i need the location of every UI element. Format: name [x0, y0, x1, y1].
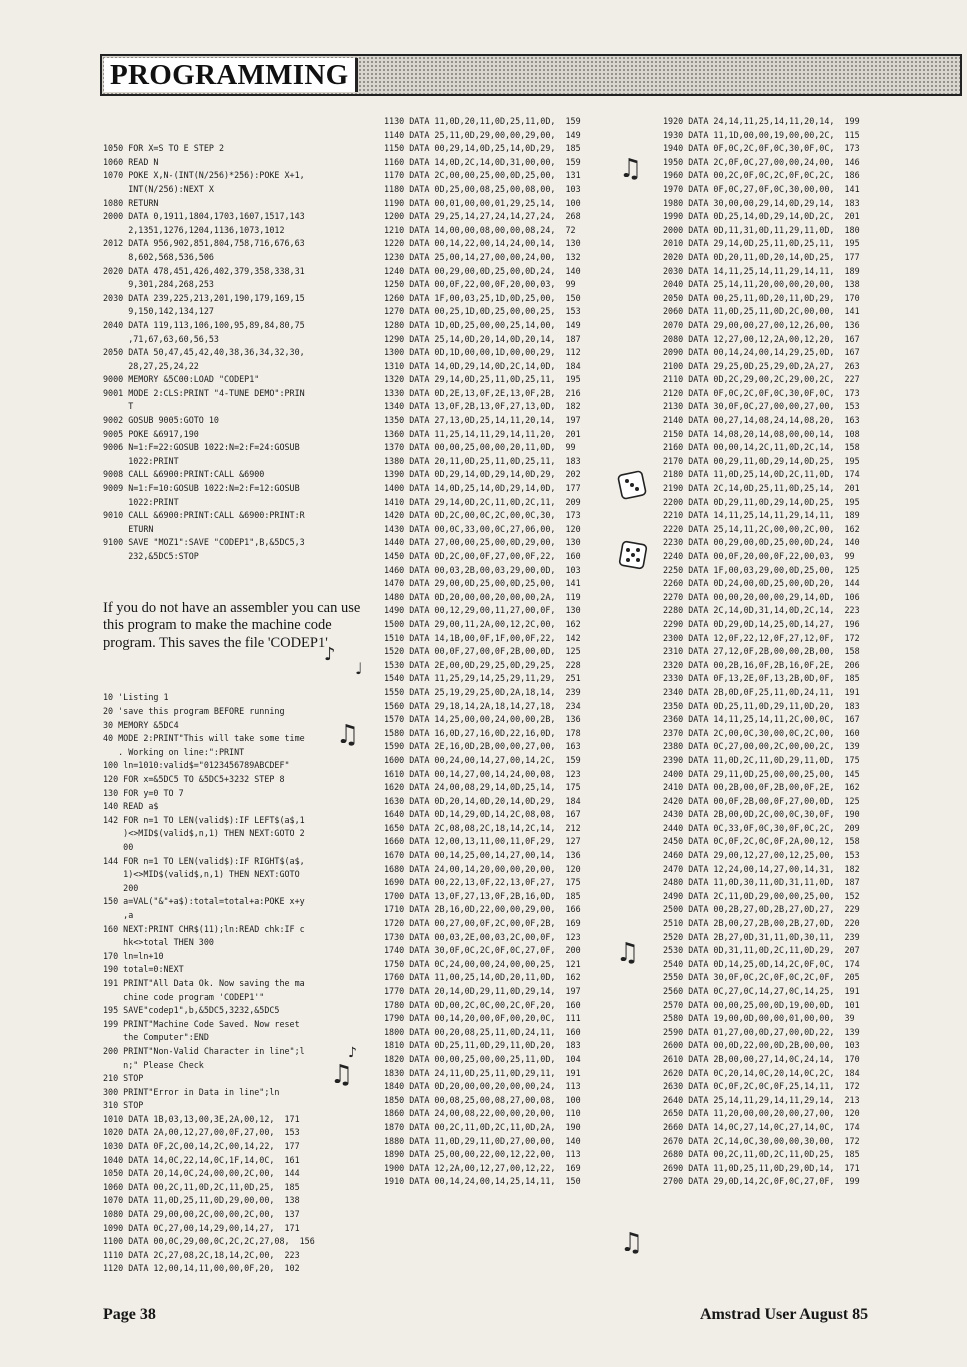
- music-note-icon: ♫: [330, 1060, 354, 1090]
- code-line: 160 NEXT:PRINT CHR$(11);ln:READ chk:IF c: [103, 923, 305, 934]
- music-note-icon: ♫: [620, 1228, 644, 1258]
- code-line: 2012 DATA 956,902,851,804,758,716,676,63: [103, 238, 305, 249]
- code-line: 2270 DATA 00,00,20,00,00,29,14,0D, 106: [663, 591, 860, 602]
- code-line: 2,1351,1276,1204,1136,1073,1012: [103, 224, 285, 235]
- code-line: 2630 DATA 0C,0F,2C,0C,0F,25,14,11, 172: [663, 1081, 860, 1092]
- code-line: 1970 DATA 0F,0C,27,0F,0C,30,00,00, 141: [663, 183, 860, 194]
- code-line: 1810 DATA 0D,25,11,0D,29,11,0D,20, 183: [384, 1040, 581, 1051]
- code-line: 2200 DATA 0D,29,11,0D,29,14,0D,25, 195: [663, 496, 860, 507]
- code-line: 1710 DATA 2B,16,0D,22,00,00,29,00, 166: [384, 904, 581, 915]
- code-line: ,a: [103, 909, 134, 920]
- code-line: 2670 DATA 2C,14,0C,30,00,00,30,00, 172: [663, 1135, 860, 1146]
- code-line: 2340 DATA 2B,0D,0F,25,11,0D,24,11, 191: [663, 686, 860, 697]
- code-line: 1790 DATA 00,14,20,00,0F,00,20,0C, 111: [384, 1013, 581, 1024]
- code-line: 1850 DATA 00,08,25,00,08,27,00,08, 100: [384, 1094, 581, 1105]
- code-line: 2690 DATA 11,0D,25,11,0D,29,0D,14, 171: [663, 1162, 860, 1173]
- code-line: 9002 GOSUB 9005:GOTO 10: [103, 415, 219, 426]
- code-line: 1880 DATA 11,0D,29,11,0D,27,00,00, 140: [384, 1135, 581, 1146]
- code-line: 142 FOR n=1 TO LEN(valid$):IF LEFT$(a$,1: [103, 814, 305, 825]
- dice-icon: [617, 470, 647, 500]
- code-line: hk<>total THEN 300: [103, 937, 214, 948]
- code-line: 1730 DATA 00,03,2E,00,03,2C,00,0F, 123: [384, 931, 581, 942]
- code-line: 1760 DATA 11,00,25,14,0D,20,11,0D, 162: [384, 972, 581, 983]
- code-line: 2030 DATA 14,11,25,14,11,29,14,11, 189: [663, 265, 860, 276]
- code-line: 1010 DATA 1B,03,13,00,3E,2A,00,12, 171: [103, 1113, 300, 1124]
- code-line: 1620 DATA 24,00,08,29,14,0D,25,14, 175: [384, 782, 581, 793]
- code-line: 2190 DATA 2C,14,0D,25,11,0D,25,14, 201: [663, 483, 860, 494]
- code-line: 2370 DATA 2C,00,0C,30,00,0C,2C,00, 160: [663, 727, 860, 738]
- code-line: 1600 DATA 00,24,00,14,27,00,14,2C, 159: [384, 754, 581, 765]
- code-line: 2510 DATA 2B,00,27,2B,00,2B,27,0D, 220: [663, 918, 860, 929]
- code-line: ,71,67,63,60,56,53: [103, 333, 219, 344]
- code-line: 2210 DATA 14,11,25,14,11,29,14,11, 189: [663, 510, 860, 521]
- code-line: 200 PRINT"Non-Valid Character in line";l: [103, 1045, 305, 1056]
- music-note-icon: ♫: [336, 720, 360, 750]
- code-line: 2500 DATA 00,2B,27,0D,2B,27,0D,27, 229: [663, 904, 860, 915]
- code-line: 2600 DATA 00,0D,22,00,0D,2B,00,00, 103: [663, 1040, 860, 1051]
- code-line: 2240 DATA 00,0F,20,00,0F,22,00,03, 99: [663, 551, 855, 561]
- code-line: 300 PRINT"Error in Data in line";ln: [103, 1086, 280, 1097]
- code-line: 10 'Listing 1: [103, 692, 169, 703]
- code-line: 1340 DATA 13,0F,2B,13,0F,27,13,0D, 182: [384, 401, 581, 412]
- code-line: 1450 DATA 0D,2C,00,0F,27,00,0F,22, 160: [384, 551, 581, 561]
- code-line: 1700 DATA 13,0F,27,13,0F,2B,16,0D, 185: [384, 890, 581, 901]
- code-line: 9100 SAVE "MOZ1":SAVE "CODEP1",B,&5DC5,3: [103, 537, 305, 548]
- code-line: 2440 DATA 0C,33,0F,0C,30,0F,0C,2C, 209: [663, 822, 860, 833]
- section-header: [100, 54, 962, 96]
- code-line: 28,27,25,24,22: [103, 360, 199, 371]
- code-line: 1640 DATA 0D,14,29,0D,14,2C,08,08, 167: [384, 809, 581, 820]
- code-line: 2680 DATA 00,2C,11,0D,2C,11,0D,25, 185: [663, 1149, 860, 1160]
- code-line: 1950 DATA 2C,0F,0C,27,00,00,24,00, 146: [663, 156, 860, 167]
- code-line: 2420 DATA 00,0F,2B,00,0F,27,00,0D, 125: [663, 795, 860, 806]
- code-line: 9005 POKE &6917,190: [103, 428, 199, 439]
- code-line: 1430 DATA 00,0C,33,00,0C,27,06,00, 120: [384, 523, 581, 534]
- code-line: 1310 DATA 14,0D,29,14,0D,2C,14,0D, 184: [384, 360, 581, 371]
- code-line: 9000 MEMORY &5C00:LOAD "CODEP1": [103, 374, 260, 385]
- code-line: 1290 DATA 25,14,0D,20,14,0D,20,14, 187: [384, 333, 581, 344]
- basic-listing-tune-demo: [103, 142, 368, 563]
- code-line: 199 PRINT"Machine Code Saved. Now reset: [103, 1018, 300, 1029]
- code-line: 9,301,284,268,253: [103, 279, 214, 290]
- code-line: 140 READ a$: [103, 801, 159, 812]
- code-line: 2660 DATA 14,0C,27,14,0C,27,14,0C, 174: [663, 1121, 860, 1132]
- code-line: 1780 DATA 0D,00,2C,0C,00,2C,0F,20, 160: [384, 999, 581, 1010]
- code-line: 1490 DATA 00,12,29,00,11,27,00,0F, 130: [384, 605, 581, 616]
- code-line: 2050 DATA 50,47,45,42,40,38,36,34,32,30,: [103, 347, 305, 358]
- code-line: 9009 N=1:F=10:GOSUB 1022:N=2:F=12:GOSUB: [103, 483, 300, 494]
- code-line: 2260 DATA 0D,24,00,0D,25,00,0D,20, 144: [663, 578, 860, 589]
- code-line: 2570 DATA 00,00,25,00,0D,19,00,0D, 101: [663, 999, 860, 1010]
- code-line: 1270 DATA 00,25,1D,0D,25,00,00,25, 153: [384, 306, 581, 317]
- code-line: )<>MID$(valid$,n,1) THEN NEXT:GOTO 2: [103, 828, 305, 839]
- code-line: 1380 DATA 20,11,0D,25,11,0D,25,11, 183: [384, 455, 581, 466]
- code-line: 191 PRINT"All Data Ok. Now saving the ma: [103, 977, 305, 988]
- code-line: 2310 DATA 27,12,0F,2B,00,00,2B,00, 158: [663, 646, 860, 657]
- code-line: 1140 DATA 25,11,0D,29,00,00,29,00, 149: [384, 129, 581, 140]
- music-note-icon: ♪: [324, 644, 336, 665]
- code-line: 1220 DATA 00,14,22,00,14,24,00,14, 130: [384, 238, 581, 249]
- code-line: 9008 CALL &6900:PRINT:CALL &6900: [103, 469, 265, 480]
- code-line: n;" Please Check: [103, 1059, 204, 1070]
- code-line: 1740 DATA 30,0F,0C,2C,0F,0C,27,0F, 200: [384, 945, 581, 956]
- basic-listing-1: [103, 691, 368, 1276]
- code-line: 1090 DATA 0C,27,00,14,29,00,14,27, 171: [103, 1222, 300, 1233]
- code-line: 2590 DATA 01,27,00,0D,27,00,0D,22, 139: [663, 1026, 860, 1037]
- code-line: 1460 DATA 00,03,2B,00,03,29,00,0D, 103: [384, 564, 581, 575]
- listing-column-3: [663, 115, 921, 1189]
- code-line: 144 FOR n=1 TO LEN(valid$):IF RIGHT$(a$,: [103, 855, 305, 866]
- code-line: 40 MODE 2:PRINT"This will take some time: [103, 733, 305, 744]
- code-line: 1400 DATA 14,0D,25,14,0D,29,14,0D, 177: [384, 483, 581, 494]
- code-line: 1960 DATA 00,2C,0F,0C,2C,0F,0C,2C, 186: [663, 170, 860, 181]
- code-line: 1130 DATA 11,0D,20,11,0D,25,11,0D, 159: [384, 116, 581, 126]
- code-line: 2350 DATA 0D,25,11,0D,29,11,0D,20, 183: [663, 700, 860, 711]
- code-line: 9,150,142,134,127: [103, 306, 214, 317]
- code-line: 1180 DATA 0D,25,00,08,25,00,08,00, 103: [384, 183, 581, 194]
- code-line: 2330 DATA 0F,13,2E,0F,13,2B,0D,0F, 185: [663, 673, 860, 684]
- code-line: 1520 DATA 00,0F,27,00,0F,2B,00,0D, 125: [384, 646, 581, 657]
- code-line: 2530 DATA 0D,31,11,0D,2C,11,0D,29, 207: [663, 945, 860, 956]
- code-line: 2290 DATA 0D,29,0D,14,25,0D,14,27, 196: [663, 618, 860, 629]
- code-line: 1170 DATA 2C,00,00,25,00,0D,25,00, 131: [384, 170, 581, 181]
- code-line: 1100 DATA 00,0C,29,00,0C,2C,2C,27,08, 156: [103, 1236, 315, 1247]
- code-line: 1040 DATA 14,0C,22,14,0C,1F,14,0C, 161: [103, 1154, 300, 1165]
- code-line: 2620 DATA 0C,20,14,0C,20,14,0C,2C, 184: [663, 1067, 860, 1078]
- code-line: 1860 DATA 24,00,08,22,00,00,20,00, 110: [384, 1108, 581, 1119]
- code-line: 1240 DATA 00,29,00,0D,25,00,0D,24, 140: [384, 265, 581, 276]
- code-line: 2120 DATA 0F,0C,2C,0F,0C,30,0F,0C, 173: [663, 387, 860, 398]
- code-line: 1330 DATA 0D,2E,13,0F,2E,13,0F,2B, 216: [384, 387, 581, 398]
- code-line: 1030 DATA 0F,2C,00,14,2C,00,14,22, 177: [103, 1141, 300, 1152]
- code-line: 2380 DATA 0C,27,00,00,2C,00,00,2C, 139: [663, 741, 860, 752]
- code-line: 2480 DATA 11,0D,30,11,0D,31,11,0D, 187: [663, 877, 860, 888]
- code-line: 2360 DATA 14,11,25,14,11,2C,00,0C, 167: [663, 714, 860, 725]
- code-line: 100 ln=1010:valid$="0123456789ABCDEF": [103, 760, 290, 771]
- code-line: 2030 DATA 239,225,213,201,190,179,169,15: [103, 292, 305, 303]
- code-line: 1720 DATA 00,27,00,0F,2C,00,0F,2B, 169: [384, 918, 581, 929]
- code-line: 9001 MODE 2:CLS:PRINT "4-TUNE DEMO":PRIN: [103, 387, 305, 398]
- code-line: 1870 DATA 00,2C,11,0D,2C,11,0D,2A, 190: [384, 1121, 581, 1132]
- code-line: 2450 DATA 0C,0F,2C,0C,0F,2A,00,12, 158: [663, 836, 860, 847]
- code-line: 1370 DATA 00,00,25,00,00,20,11,0D, 99: [384, 442, 576, 453]
- code-line: . Working on line:":PRINT: [103, 746, 245, 757]
- listing-column-2: [384, 115, 642, 1189]
- code-line: 1800 DATA 00,20,08,25,11,0D,24,11, 160: [384, 1026, 581, 1037]
- code-line: 2100 DATA 29,25,0D,25,29,0D,2A,27, 263: [663, 360, 860, 371]
- code-line: 1230 DATA 25,00,14,27,00,00,24,00, 132: [384, 251, 581, 262]
- code-line: 1750 DATA 0C,24,00,00,24,00,00,25, 121: [384, 958, 581, 969]
- code-line: 2110 DATA 0D,2C,29,00,2C,29,00,2C, 227: [663, 374, 860, 385]
- code-line: 1470 DATA 29,00,0D,25,00,0D,25,00, 141: [384, 578, 581, 589]
- code-line: 1120 DATA 12,00,14,11,00,00,0F,20, 102: [103, 1263, 300, 1274]
- code-line: 2400 DATA 29,11,0D,25,00,00,25,00, 145: [663, 768, 860, 779]
- code-line: 1200 DATA 29,25,14,27,24,14,27,24, 268: [384, 211, 581, 222]
- code-line: 00: [103, 842, 134, 852]
- code-line: 1)<>MID$(valid$,n,1) THEN NEXT:GOTO: [103, 869, 300, 880]
- music-note-icon: ♪: [348, 1045, 357, 1061]
- code-line: 200: [103, 882, 139, 893]
- dice-icon: [618, 540, 648, 570]
- code-line: 1280 DATA 1D,0D,25,00,00,25,14,00, 149: [384, 319, 581, 330]
- code-line: 1540 DATA 11,25,29,14,25,29,11,29, 251: [384, 673, 581, 684]
- code-line: 2040 DATA 25,14,11,20,00,00,20,00, 138: [663, 279, 860, 290]
- code-line: 2020 DATA 0D,20,11,0D,20,14,0D,25, 177: [663, 251, 860, 262]
- code-line: 2610 DATA 2B,00,00,27,14,0C,24,14, 170: [663, 1053, 860, 1064]
- code-line: 2050 DATA 00,25,11,0D,20,11,0D,29, 170: [663, 292, 860, 303]
- code-line: the Computer":END: [103, 1032, 209, 1043]
- code-line: 1670 DATA 00,14,25,00,14,27,00,14, 136: [384, 850, 581, 861]
- code-line: 1480 DATA 0D,20,00,00,20,00,00,2A, 119: [384, 591, 581, 602]
- code-line: 310 STOP: [103, 1100, 144, 1111]
- code-line: 2040 DATA 119,113,106,100,95,89,84,80,75: [103, 319, 305, 330]
- code-line: 1680 DATA 24,00,14,20,00,00,20,00, 120: [384, 863, 581, 874]
- section-title: PROGRAMMING: [104, 58, 358, 92]
- code-line: 1150 DATA 00,29,14,0D,25,14,0D,29, 185: [384, 143, 581, 154]
- code-line: 8,602,568,536,506: [103, 251, 214, 262]
- code-line: 232,&5DC5:STOP: [103, 551, 199, 561]
- code-line: 1610 DATA 00,14,27,00,14,24,00,08, 123: [384, 768, 581, 779]
- code-line: 2060 DATA 11,0D,25,11,0D,2C,00,00, 141: [663, 306, 860, 317]
- code-line: 2230 DATA 00,29,00,0D,25,00,0D,24, 140: [663, 537, 860, 548]
- code-line: 2220 DATA 25,14,11,2C,00,00,2C,00, 162: [663, 523, 860, 534]
- code-line: 1420 DATA 0D,2C,00,0C,2C,00,0C,30, 173: [384, 510, 581, 521]
- code-line: 2410 DATA 00,2B,00,0F,2B,00,0F,2E, 162: [663, 782, 860, 793]
- code-line: 1160 DATA 14,0D,2C,14,0D,31,00,00, 159: [384, 156, 581, 167]
- code-line: 2160 DATA 00,00,14,2C,11,0D,2C,14, 158: [663, 442, 860, 453]
- code-line: 1550 DATA 25,19,29,25,0D,2A,18,14, 239: [384, 686, 581, 697]
- code-line: ETURN: [103, 523, 154, 534]
- code-line: 1830 DATA 24,11,0D,25,11,0D,29,11, 191: [384, 1067, 581, 1078]
- code-line: 1260 DATA 1F,00,03,25,1D,0D,25,00, 150: [384, 292, 581, 303]
- code-line: 1920 DATA 24,14,11,25,14,11,20,14, 199: [663, 116, 860, 126]
- code-line: 2150 DATA 14,08,20,14,08,00,00,14, 108: [663, 428, 860, 439]
- code-line: 2430 DATA 2B,00,0D,2C,00,0C,30,0F, 190: [663, 809, 860, 820]
- code-line: 1320 DATA 29,14,0D,25,11,0D,25,11, 195: [384, 374, 581, 385]
- code-line: 1300 DATA 0D,1D,00,00,1D,00,00,29, 112: [384, 347, 581, 358]
- code-line: 2520 DATA 2B,27,0D,31,11,0D,30,11, 239: [663, 931, 860, 942]
- code-line: 1022:PRINT: [103, 455, 179, 466]
- code-line: 2640 DATA 25,14,11,29,14,11,29,14, 213: [663, 1094, 860, 1105]
- code-line: 2650 DATA 11,20,00,00,20,00,27,00, 120: [663, 1108, 860, 1119]
- code-line: 170 ln=ln+10: [103, 950, 164, 961]
- code-line: 2000 DATA 0,1911,1804,1703,1607,1517,143: [103, 211, 305, 222]
- music-note-icon: ♫: [619, 154, 643, 184]
- code-line: 1660 DATA 12,00,13,11,00,11,0F,29, 127: [384, 836, 581, 847]
- code-line: 2250 DATA 1F,00,03,29,00,0D,25,00, 125: [663, 564, 860, 575]
- code-line: 1022:PRINT: [103, 496, 179, 507]
- code-line: 2300 DATA 12,0F,22,12,0F,27,12,0F, 172: [663, 632, 860, 643]
- code-line: 1510 DATA 14,1B,00,0F,1F,00,0F,22, 142: [384, 632, 581, 643]
- code-line: 1070 POKE X,N-(INT(N/256)*256):POKE X+1,: [103, 170, 305, 181]
- code-line: 195 SAVE"codep1",b,&5DC5,3232,&5DC5: [103, 1005, 280, 1016]
- code-line: 2170 DATA 00,29,11,0D,29,14,0D,25, 195: [663, 455, 860, 466]
- code-line: 20 'save this program BEFORE running: [103, 706, 285, 717]
- code-line: 2010 DATA 29,14,0D,25,11,0D,25,11, 195: [663, 238, 860, 249]
- code-line: 1080 RETURN: [103, 197, 159, 208]
- code-line: 1110 DATA 2C,27,08,2C,18,14,2C,00, 223: [103, 1249, 300, 1260]
- code-line: 1500 DATA 29,00,11,2A,00,12,2C,00, 162: [384, 618, 581, 629]
- code-line: 1590 DATA 2E,16,0D,2B,00,00,27,00, 163: [384, 741, 581, 752]
- code-line: 1410 DATA 29,14,0D,2C,11,0D,2C,11, 209: [384, 496, 581, 507]
- code-line: 1560 DATA 29,18,14,2A,18,14,27,18, 234: [384, 700, 581, 711]
- code-line: 2000 DATA 0D,11,31,0D,11,29,11,0D, 180: [663, 224, 860, 235]
- code-line: INT(N/256):NEXT X: [103, 183, 214, 194]
- code-line: 2070 DATA 29,00,00,27,00,12,26,00, 136: [663, 319, 860, 330]
- code-line: 1580 DATA 16,0D,27,16,0D,22,16,0D, 178: [384, 727, 581, 738]
- code-line: 1570 DATA 14,25,00,00,24,00,00,2B, 136: [384, 714, 581, 725]
- code-line: T: [103, 401, 134, 412]
- code-line: 1390 DATA 0D,29,14,0D,29,14,0D,29, 202: [384, 469, 581, 480]
- code-line: 1050 DATA 20,14,0C,24,00,00,2C,00, 144: [103, 1168, 300, 1179]
- code-line: 1650 DATA 2C,08,08,2C,18,14,2C,14, 212: [384, 822, 581, 833]
- code-line: 2490 DATA 2C,11,0D,29,00,00,25,00, 152: [663, 890, 860, 901]
- code-line: 1070 DATA 11,0D,25,11,0D,29,00,00, 138: [103, 1195, 300, 1206]
- music-note-icon: ♩: [355, 659, 363, 678]
- code-line: 1250 DATA 00,0F,22,00,0F,20,00,03, 99: [384, 279, 576, 290]
- code-line: 9006 N=1:F=22:GOSUB 1022:N=2:F=24:GOSUB: [103, 442, 300, 453]
- code-line: 1820 DATA 00,00,25,00,00,25,11,0D, 104: [384, 1053, 581, 1064]
- code-line: 2020 DATA 478,451,426,402,379,358,338,31: [103, 265, 305, 276]
- code-line: 1020 DATA 2A,00,12,27,00,0F,27,00, 153: [103, 1127, 300, 1138]
- code-line: 2550 DATA 30,0F,0C,2C,0F,0C,2C,0F, 205: [663, 972, 860, 983]
- code-line: 2700 DATA 29,0D,14,2C,0F,0C,27,0F, 199: [663, 1176, 860, 1187]
- code-line: 1360 DATA 11,25,14,11,29,14,11,20, 201: [384, 428, 581, 439]
- code-line: 1210 DATA 14,00,00,08,00,00,08,24, 72: [384, 224, 576, 235]
- code-line: 2320 DATA 00,2B,16,0F,2B,16,0F,2E, 206: [663, 659, 860, 670]
- code-line: 2540 DATA 0D,14,25,0D,14,2C,0F,0C, 174: [663, 958, 860, 969]
- code-line: 1910 DATA 00,14,24,00,14,25,14,11, 150: [384, 1176, 581, 1187]
- code-line: 210 STOP: [103, 1073, 144, 1084]
- code-line: 130 FOR y=0 TO 7: [103, 787, 184, 798]
- listing-column-1: [103, 115, 368, 1290]
- code-line: 1990 DATA 0D,25,14,0D,29,14,0D,2C, 201: [663, 211, 860, 222]
- code-line: 190 total=0:NEXT: [103, 964, 184, 975]
- code-line: 1080 DATA 29,00,00,2C,00,00,2C,00, 137: [103, 1209, 300, 1220]
- code-line: 1530 DATA 2E,00,0D,29,25,0D,29,25, 228: [384, 659, 581, 670]
- code-line: 1440 DATA 27,00,00,25,00,0D,29,00, 130: [384, 537, 581, 548]
- code-line: 1190 DATA 00,01,00,00,01,29,25,14, 100: [384, 197, 581, 208]
- code-line: 2180 DATA 11,0D,25,14,0D,2C,11,0D, 174: [663, 469, 860, 480]
- code-line: 2080 DATA 12,27,00,12,2A,00,12,20, 167: [663, 333, 860, 344]
- code-line: 1980 DATA 30,00,00,29,14,0D,29,14, 183: [663, 197, 860, 208]
- code-line: 2460 DATA 29,00,12,27,00,12,25,00, 153: [663, 850, 860, 861]
- code-line: 1630 DATA 0D,20,14,0D,20,14,0D,29, 184: [384, 795, 581, 806]
- code-line: 120 FOR x=&5DC5 TO &5DC5+3232 STEP 8: [103, 774, 285, 785]
- code-line: 2140 DATA 00,27,14,08,24,14,08,20, 163: [663, 415, 860, 426]
- code-line: 1060 DATA 00,2C,11,0D,2C,11,0D,25, 185: [103, 1181, 300, 1192]
- code-line: 1930 DATA 11,1D,00,00,19,00,00,2C, 115: [663, 129, 860, 140]
- code-line: 1050 FOR X=S TO E STEP 2: [103, 143, 225, 154]
- code-line: 2470 DATA 12,24,00,14,27,00,14,31, 182: [663, 863, 860, 874]
- code-line: 1840 DATA 0D,20,00,00,20,00,00,24, 113: [384, 1081, 581, 1092]
- code-line: 30 MEMORY &5DC4: [103, 719, 179, 730]
- code-line: 9010 CALL &6900:PRINT:CALL &6900:PRINT:R: [103, 510, 305, 521]
- code-line: 150 a=VAL("&"+a$):total=total+a:POKE x+y: [103, 896, 305, 907]
- code-line: 2090 DATA 00,14,24,00,14,29,25,0D, 167: [663, 347, 860, 358]
- code-line: 2280 DATA 2C,14,0D,31,14,0D,2C,14, 223: [663, 605, 860, 616]
- code-line: 1770 DATA 20,14,0D,29,11,0D,29,14, 197: [384, 986, 581, 996]
- code-line: 2130 DATA 30,0F,0C,27,00,00,27,00, 153: [663, 401, 860, 412]
- code-line: 1890 DATA 25,00,00,22,00,12,22,00, 113: [384, 1149, 581, 1160]
- page-number: Page 38: [103, 1306, 156, 1323]
- intro-paragraph: If you do not have an assembler you can use this program to make the machine code program. This saves the file 'CODEP1': [103, 599, 361, 651]
- code-line: chine code program 'CODEP1'": [103, 991, 265, 1002]
- issue-info: Amstrad User August 85: [700, 1306, 869, 1323]
- code-line: 2390 DATA 11,0D,2C,11,0D,29,11,0D, 175: [663, 754, 860, 765]
- code-line: 1060 READ N: [103, 156, 159, 167]
- code-line: 1690 DATA 00,22,13,0F,22,13,0F,27, 175: [384, 877, 581, 888]
- code-line: 1350 DATA 27,13,0D,25,14,11,20,14, 197: [384, 415, 581, 426]
- code-line: 2580 DATA 19,00,0D,00,00,01,00,00, 39: [663, 1013, 855, 1024]
- music-note-icon: ♫: [616, 938, 640, 968]
- code-line: 1900 DATA 12,2A,00,12,27,00,12,22, 169: [384, 1162, 581, 1173]
- code-line: 1940 DATA 0F,0C,2C,0F,0C,30,0F,0C, 173: [663, 143, 860, 154]
- code-line: 2560 DATA 0C,27,0C,14,27,0C,14,25, 191: [663, 986, 860, 996]
